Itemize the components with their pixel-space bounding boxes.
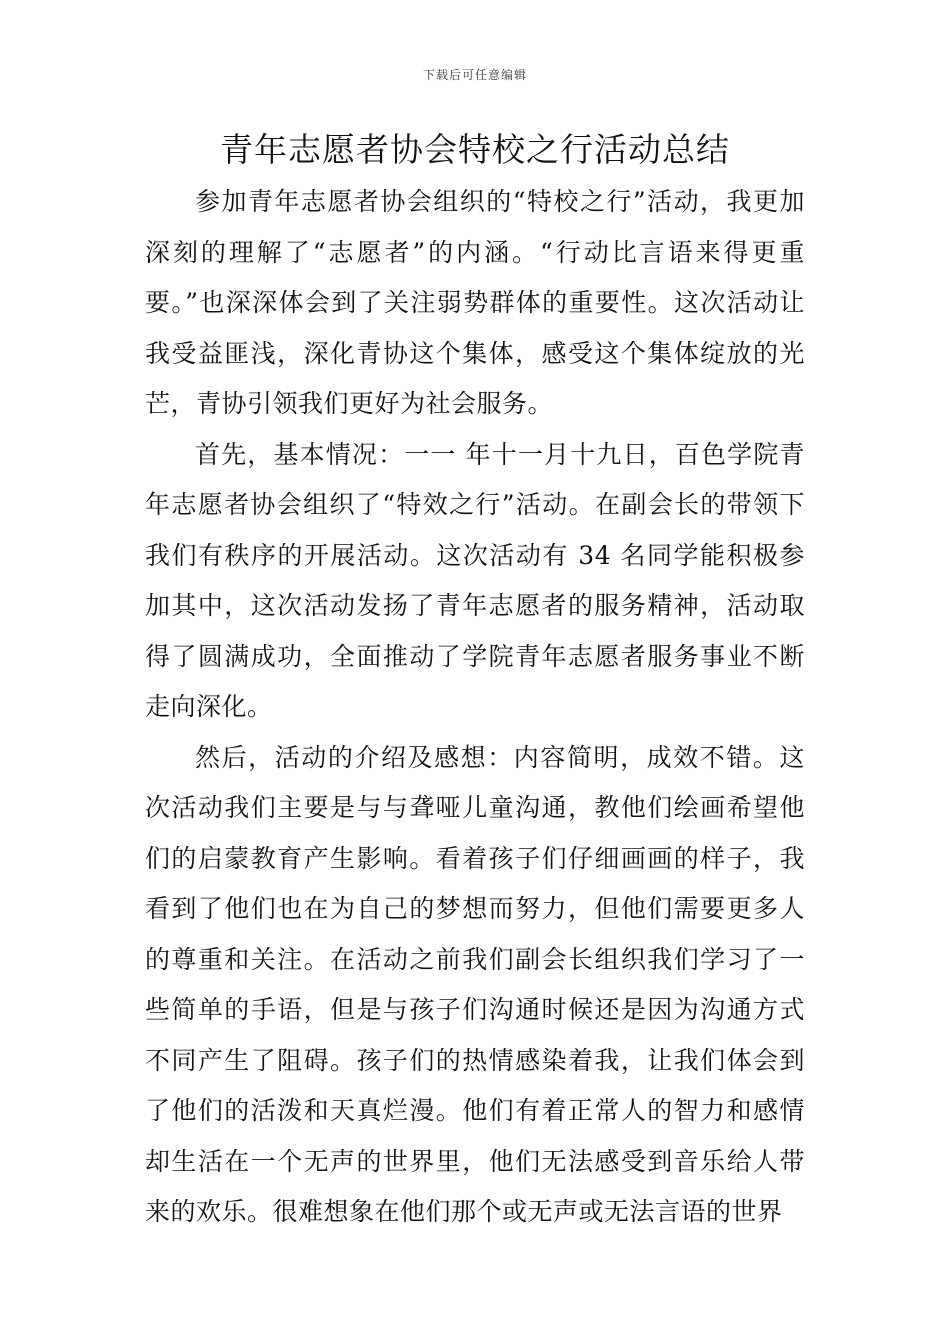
- document-body: [145, 177, 805, 1238]
- paragraph-intro: 参加青年志愿者协会组织的“特校之行”活动，我更加深刻的理解了“志愿者”的内涵。“行动比言语来得更重要。”也深深体会到了关注弱势群体的重要性。这次活动让我受益匪浅，深化青协这个集体，感受这个集体绽放的光芒，青协引领我们更好为社会服务。: [145, 187, 805, 418]
- paragraph-basic-situation: 首先，基本情况：一一 年十一月十九日，百色学院青年志愿者协会组织了“特效之行”活动。在副会长的带领下我们有秩序的开展活动。这次活动有 34 名同学能积极参加其中，这次活动发扬了青年志愿者的服务精神，活动取得了圆满成功，全面推动了学院青年志愿者服务事业不断走向深化。: [145, 439, 805, 721]
- paragraph-activity-reflection: 然后，活动的介绍及感想：内容简明，成效不错。这次活动我们主要是与与聋哑儿童沟通，教他们绘画希望他们的启蒙教育产生影响。看着孩子们仔细画画的样子，我看到了他们也在为自己的梦想而努力，但他们需要更多人的尊重和关注。在活动之前我们副会长组织我们学习了一些简单的手语，但是与孩子们沟通时候还是因为沟通方式不同产生了阻碍。孩子们的热情感染着我，让我们体会到了他们的活泼和天真烂漫。他们有着正常人的智力和感情却生活在一个无声的世界里，他们无法感受到音乐给人带来的欢乐。很难想象在他们那个或无声或无法言语的世界: [145, 742, 805, 1226]
- document-title: 青年志愿者协会特校之行活动总结: [220, 130, 730, 169]
- header-note: 下载后可任意编辑: [422, 68, 527, 82]
